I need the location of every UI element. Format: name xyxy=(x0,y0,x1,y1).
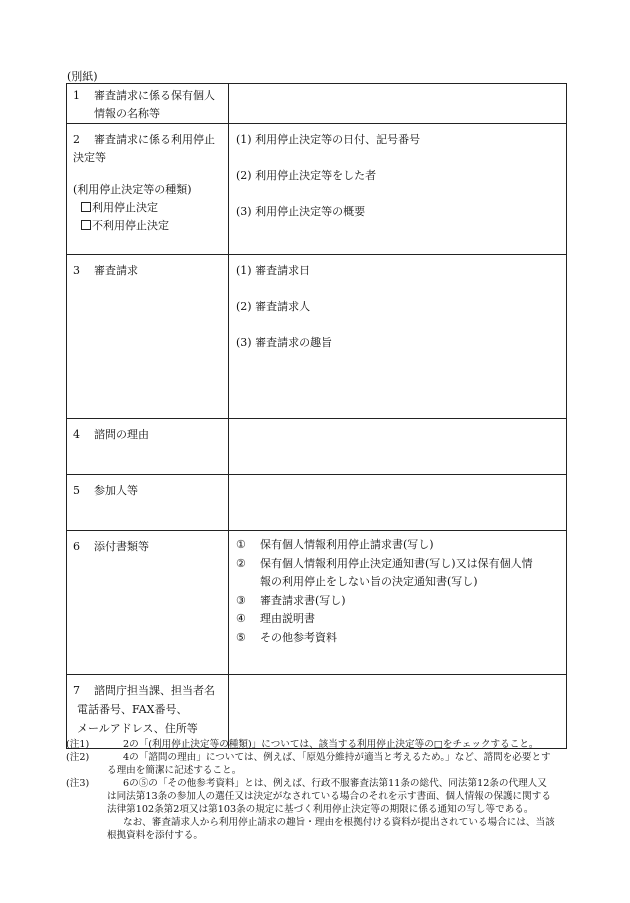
row-4-label: 諮問の理由 xyxy=(94,428,149,441)
row-3-content-cell[interactable] xyxy=(229,255,567,419)
row-3-label-cell xyxy=(67,255,229,419)
note-3 xyxy=(66,777,570,842)
note-2 xyxy=(66,751,570,777)
attachment-1: ① 保有個人情報利用停止請求書(写し) xyxy=(236,538,434,551)
row-2-item-3: (3) 利用停止決定等の概要 xyxy=(236,205,366,218)
row-4-content-cell[interactable] xyxy=(229,419,567,475)
note-3-line-5: 根拠資料を添付する。 xyxy=(107,830,203,841)
row-6-content-cell[interactable] xyxy=(229,531,567,675)
checkbox-non-suspension-decision[interactable] xyxy=(73,217,224,235)
row-2-item-2: (2) 利用停止決定等をした者 xyxy=(236,169,377,182)
attachment-4: ④ 理由説明書 xyxy=(236,612,315,625)
row-2-label-line-1: 審査請求に係る利用停止 xyxy=(94,133,215,146)
row-6-number: 6 xyxy=(73,540,80,553)
row-7-number: 7 xyxy=(73,684,80,697)
row-3-item-1: (1) 審査請求日 xyxy=(236,264,311,277)
row-5-number: 5 xyxy=(73,484,80,497)
row-2-number: 2 xyxy=(73,133,80,146)
row-6-label: 添付書類等 xyxy=(94,540,149,553)
attachment-2-continued: 報の利用停止をしない旨の決定通知書(写し) xyxy=(260,575,478,588)
notes-section xyxy=(66,738,570,842)
row-2-item-1: (1) 利用停止決定等の日付、記号番号 xyxy=(236,133,421,146)
row-7-label-line-2: 電話番号、FAX番号、 xyxy=(77,703,188,716)
row-1-number: 1 xyxy=(73,89,80,102)
row-3-number: 3 xyxy=(73,264,80,277)
note-1-label: (注1) xyxy=(66,739,90,750)
note-3-line-1: 6の⑤の「その他参考資料」とは、例えば、行政不服審査法第11条の総代、同法第12条の代理人又 xyxy=(123,778,547,789)
row-1-label-cell xyxy=(67,84,229,124)
row-3-item-3: (3) 審査請求の趣旨 xyxy=(236,336,333,349)
document-label: (別紙) xyxy=(67,70,98,83)
row-5-content-cell[interactable] xyxy=(229,475,567,531)
note-3-label: (注3) xyxy=(66,778,90,789)
row-4-label-cell xyxy=(67,419,229,475)
row-5-label: 参加人等 xyxy=(94,484,138,497)
form-row-5 xyxy=(67,475,567,531)
note-3-line-3: 法律第102条第2項又は第103条の規定に基づく利用停止決定等の期限に係る通知の写し等である。 xyxy=(107,804,534,815)
row-3-item-2: (2) 審査請求人 xyxy=(236,300,311,313)
row-7-label-line-3: メールアドレス、住所等 xyxy=(77,722,198,735)
row-2-label-cell xyxy=(67,124,229,255)
row-1-label-line-2: 情報の名称等 xyxy=(94,107,160,120)
checkbox-suspension-decision[interactable] xyxy=(73,199,224,217)
referral-form-table xyxy=(66,83,567,749)
checkbox-icon[interactable] xyxy=(81,220,91,230)
row-3-label: 審査請求 xyxy=(94,264,138,277)
row-2-label-line-2: 決定等 xyxy=(73,151,106,164)
row-1-label-line-1: 審査請求に係る保有個人 xyxy=(94,89,215,102)
note-2-line-1: 4の「諮問の理由」については、例えば、「原処分維持が適当と考えるため。」など、諮問を必要とす xyxy=(123,752,551,763)
row-1-content-cell[interactable] xyxy=(229,84,567,124)
note-1 xyxy=(66,738,570,751)
checkbox-suspension-decision-label: 利用停止決定 xyxy=(92,201,158,214)
note-1-line-1: 2の「(利用停止決定等の種類)」については、該当する利用停止決定等の□をチェックすること。 xyxy=(123,739,539,750)
form-row-1 xyxy=(67,84,567,124)
note-3-line-4: なお、審査請求人から利用停止請求の趣旨・理由を根拠付ける資料が提出されている場合には、当該 xyxy=(123,817,555,828)
form-row-4 xyxy=(67,419,567,475)
note-2-line-2: る理由を簡潔に記述すること。 xyxy=(107,765,242,776)
row-4-number: 4 xyxy=(73,428,80,441)
checkbox-icon[interactable] xyxy=(81,202,91,212)
row-6-label-cell xyxy=(67,531,229,675)
note-3-line-2: は同法第13条の参加人の選任又は決定がなされている場合のそれを示す書面、個人情報の保護に関する xyxy=(107,791,551,802)
note-2-label: (注2) xyxy=(66,752,90,763)
attachment-2: ② 保有個人情報利用停止決定通知書(写し)又は保有個人情 xyxy=(236,556,533,570)
form-row-3 xyxy=(67,255,567,419)
checkbox-non-suspension-decision-label: 不利用停止決定 xyxy=(92,219,169,232)
decision-type-label: (利用停止決定等の種類) xyxy=(73,183,192,196)
attachment-5: ⑤ その他参考資料 xyxy=(236,630,337,644)
attachment-3: ③ 審査請求書(写し) xyxy=(236,593,346,607)
row-2-content-cell[interactable] xyxy=(229,124,567,255)
form-row-2 xyxy=(67,124,567,255)
row-5-label-cell xyxy=(67,475,229,531)
row-7-label-line-1: 諮問庁担当課、担当者名 xyxy=(94,684,215,697)
form-row-6 xyxy=(67,531,567,675)
